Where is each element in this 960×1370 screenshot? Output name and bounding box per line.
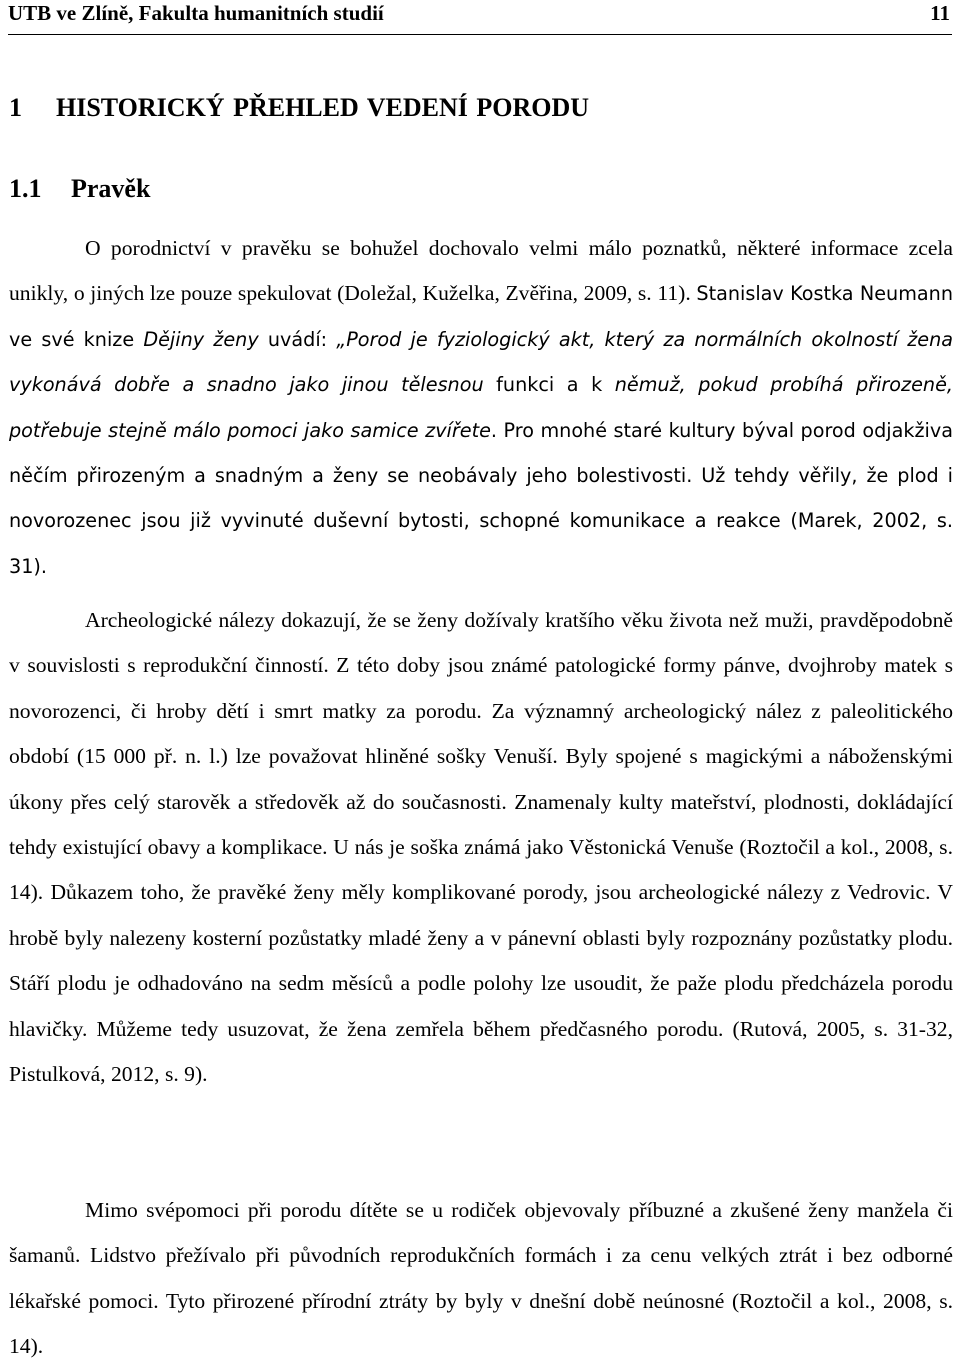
chapter-title: HISTORICKÝ PŘEHLED VEDENÍ PORODU [56, 93, 590, 122]
section-heading [9, 171, 150, 207]
section-title: Pravěk [71, 174, 151, 203]
quote-part-1: „Porod je fyziologický akt, který za normálních okolností žena vykonává dobře a snadno jako jinou tělesnou [9, 327, 954, 397]
paragraph-2: Archeologické nálezy dokazují, že se ženy dožívaly kratšího věku života než muži, pravděpodobně v souvislosti s reprodukční činností. Z této doby jsou známé patologické formy pánve, dvojhroby matek s novorozenci, či hroby dětí i smrt matky za porodu. Za významný archeologický nález z paleolitického období (15 000 př. n. l.) lze považovat hliněné sošky Venuší. Byly spojené s magickými a náboženskými úkony přes celý starověk a středověk až do současnosti. Znamenaly kulty mateřství, plodnosti, dokládající tehdy existující obavy a komplikace. U nás je soška známá jako Věstonická Venuše (Roztočil a kol., 2008, s. 14). Důkazem toho, že pravěké ženy měly komplikované porody, jsou archeologické nálezy z Vedrovic. V hrobě byly nalezeny kosterní pozůstatky mladé ženy a v pánevní oblasti byly rozpoznány pozůstatky plodu. Stáří plodu je odhadováno na sedm měsíců a podle polohy lze usoudit, že paže plodu předcházela porodu hlavičky. Můžeme tedy usuzovat, že žena zemřela během předčasného porodu. (Rutová, 2005, s. 31-32, Pistulková, 2012, s. 9). [9, 608, 953, 1087]
paragraph-3: Mimo svépomoci při porodu dítěte se u rodiček objevovaly příbuzné a zkušené ženy manžela či šamanů. Lidstvo přežívalo při původních reprodukčních formách i za cenu velkých ztrát i bez odborné lékařské pomoci. Tyto přirozené přírodní ztráty by byly v dnešní době neúnosné (Roztočil a kol., 2008, s. 14). [9, 1198, 953, 1359]
chapter-heading [9, 90, 589, 126]
paragraph-1-intro: O porodnictví v pravěku se bohužel dochovalo velmi málo poznatků, některé informace zcela unikly, o jiných lze pouze spekulovat (Doležal, Kuželka, Zvěřina, 2009, s. 11). [9, 236, 953, 306]
paragraph-1 [9, 226, 953, 589]
paragraph-1-function: funkci a k [496, 373, 615, 397]
book-title: Dějiny ženy [143, 327, 259, 351]
page-number: 11 [930, 1, 950, 25]
header-title: UTB ve Zlíně, Fakulta humanitních studií [8, 1, 384, 25]
section-number: 1.1 [9, 174, 42, 203]
paragraph-1-rest: . Pro mnohé staré kultury býval porod odjakživa něčím přirozeným a snadným a ženy se neobávaly jeho bolestivosti. Už tehdy věřily, že plod i novorozenec jsou již vyvinuté duševní bytosti, schopné komunikace a reakce (Marek, 2002, s. 31). [9, 418, 953, 578]
quote-part-2: němuž, pokud probíhá přirozeně, potřebuje stejně málo pomoci jako samice zvířete [9, 373, 953, 442]
paragraph-1-author: Stanislav Kostka Neumann ve své knize [9, 282, 953, 351]
chapter-number: 1 [9, 93, 22, 122]
page-header [8, 0, 952, 35]
paragraph-1-says: uvádí: [258, 327, 337, 351]
